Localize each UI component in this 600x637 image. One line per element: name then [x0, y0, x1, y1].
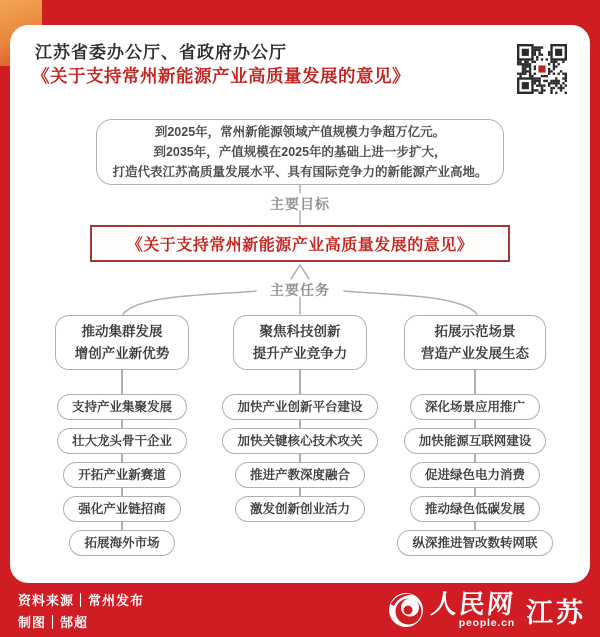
task-column-ecosystem	[385, 315, 565, 556]
task-item: 拓展海外市场	[69, 530, 174, 556]
task-item: 推动绿色低碳发展	[410, 496, 540, 522]
people-cn-logo	[388, 588, 586, 632]
people-logo-name: 人民网	[429, 589, 517, 620]
connector-line	[474, 488, 476, 496]
footer-source: 资料来源｜常州发布	[18, 593, 145, 608]
policy-title-box: 《关于支持常州新能源产业高质量发展的意见》	[90, 225, 510, 262]
task-item: 开拓产业新赛道	[63, 462, 181, 488]
task-item: 加快能源互联网建设	[404, 428, 547, 454]
task-item: 纵深推进智改数转网联	[397, 530, 552, 556]
task-group-header	[233, 315, 367, 370]
label-main-goal: 主要目标	[270, 196, 330, 212]
connector-line	[299, 454, 301, 462]
label-main-tasks: 主要任务	[270, 282, 330, 298]
connector-line	[474, 454, 476, 462]
task-item: 支持产业集聚发展	[57, 394, 187, 420]
goal-box	[96, 119, 504, 185]
connector-line	[299, 370, 301, 394]
connector-line	[299, 488, 301, 496]
task-item: 推进产教深度融合	[235, 462, 365, 488]
task-group-title-line: 提升产业竞争力	[252, 345, 348, 361]
connector-line	[121, 488, 123, 496]
task-item: 壮大龙头骨干企业	[57, 428, 187, 454]
people-logo-region: 江苏	[526, 597, 586, 628]
task-item: 加快关键核心技术攻关	[222, 428, 377, 454]
connector-line	[121, 370, 123, 394]
task-group-title-line: 拓展示范场景	[434, 323, 516, 339]
task-column-cluster	[32, 315, 212, 556]
task-item: 强化产业链招商	[63, 496, 181, 522]
goal-line-2: 到2035年，产值规模在2025年的基础上进一步扩大，	[153, 145, 447, 159]
qr-code-icon	[517, 44, 567, 94]
task-column-innovation	[210, 315, 390, 522]
connector-line	[121, 420, 123, 428]
task-group-title-line: 聚焦科技创新	[259, 323, 341, 339]
connector-line	[299, 420, 301, 428]
task-item: 深化场景应用推广	[410, 394, 540, 420]
people-logo-domain: people.cn	[458, 617, 515, 630]
header-doc-title: 《关于支持常州新能源产业高质量发展的意见》	[32, 66, 410, 86]
task-group-header	[404, 315, 546, 370]
people-logo-text	[431, 591, 515, 629]
connector-line	[121, 522, 123, 530]
task-item: 激发创新创业活力	[235, 496, 365, 522]
goal-line-1: 到2025年，常州新能源领域产值规模力争超万亿元。	[154, 125, 446, 139]
goal-line-3: 打造代表江苏高质量发展水平、具有国际竞争力的新能源产业高地。	[112, 165, 488, 179]
task-group-title-line: 营造产业发展生态	[421, 345, 529, 361]
connector-line	[121, 454, 123, 462]
people-logo-swirl-icon	[388, 592, 424, 628]
connector-line	[474, 522, 476, 530]
connector-line	[474, 370, 476, 394]
task-group-title-line: 推动集群发展	[81, 323, 163, 339]
task-item: 加快产业创新平台建设	[222, 394, 377, 420]
footer-credit: 制图｜郜超	[18, 615, 89, 630]
task-group-title-line: 增创产业新优势	[74, 345, 170, 361]
header-org-line: 江苏省委办公厅、省政府办公厅	[35, 43, 287, 62]
connector-line	[474, 420, 476, 428]
task-group-header	[55, 315, 189, 370]
task-item: 促进绿色电力消费	[410, 462, 540, 488]
